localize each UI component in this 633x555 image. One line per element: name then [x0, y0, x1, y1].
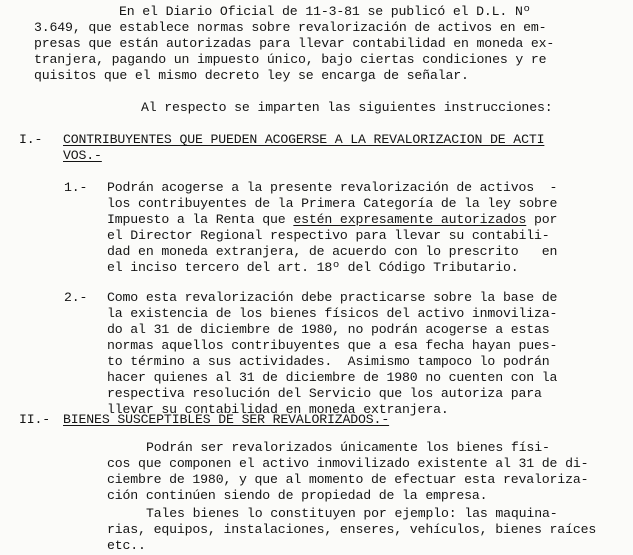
- section-2-number: II.-: [19, 412, 51, 427]
- section-2-para-1-line-3: ciembre de 1980, y que al momento de efectuar esta revaloriza-: [107, 472, 589, 487]
- intro-line-2: 3.649, que establece normas sobre revalorización de activos en em-: [34, 20, 547, 35]
- item-1-line-3-end: por: [526, 212, 558, 227]
- item-2-line-6: hacer quienes al 31 de diciembre de 1980 no cuenten con la: [107, 370, 558, 385]
- item-2-line-4: normas aquellos contribuyentes que a esa fecha hayan pues-: [107, 338, 558, 353]
- section-2-para-2-line-3: etc..: [107, 538, 146, 553]
- section-2-para-1-line-2: cos que componen el activo inmovilizado existente al 31 de di-: [107, 456, 589, 471]
- intro-line-5: quisitos que el mismo decreto ley se encarga de señalar.: [34, 68, 469, 83]
- item-2-line-7: respectiva resolución del Servicio que los autoriza para: [107, 386, 542, 401]
- item-1-line-2: los contribuyentes de la Primera Categoría de la ley sobre: [107, 196, 558, 211]
- item-1-underlined-phrase: estén expresamente autorizados: [293, 212, 527, 227]
- intro-line-1: En el Diario Oficial de 11-3-81 se publicó el D.L. Nº: [119, 4, 531, 19]
- section-1-number: I.-: [19, 132, 43, 147]
- item-1-number: 1.-: [64, 180, 88, 195]
- item-2-line-3: do al 31 de diciembre de 1980, no podrán acogerse a estas: [107, 322, 550, 337]
- section-2-para-2-line-2: rias, equipos, instalaciones, enseres, vehículos, bienes raíces: [107, 522, 597, 537]
- section-1-title-line-2: VOS.-: [63, 148, 102, 163]
- item-2-line-1: Como esta revalorización debe practicarse sobre la base de: [107, 290, 558, 305]
- section-2-para-1-line-4: ción continúen siendo de propiedad de la empresa.: [107, 488, 488, 503]
- section-2-para-2-line-1: Tales bienes lo constituyen por ejemplo: las maquina-: [146, 506, 558, 521]
- section-2-title: BIENES SUSCEPTIBLES DE SER REVALORIZADOS.-: [63, 412, 390, 427]
- section-1-title-line-1: CONTRIBUYENTES QUE PUEDEN ACOGERSE A LA REVALORIZACION DE ACTI: [63, 132, 545, 147]
- item-1-line-6: el inciso tercero del art. 18º del Código Tributario.: [107, 260, 519, 275]
- item-1-line-3-start: Impuesto a la Renta que: [107, 212, 294, 227]
- item-1-line-5: dad en moneda extranjera, de acuerdo con lo prescrito en: [107, 244, 558, 259]
- item-2-line-5: to término a sus actividades. Asimismo tampoco lo podrán: [107, 354, 550, 369]
- section-2-para-1-line-1: Podrán ser revalorizados únicamente los bienes físi-: [146, 440, 550, 455]
- item-1-line-1: Podrán acogerse a la presente revalorización de activos -: [107, 180, 558, 195]
- intro-line-3: presas que están autorizadas para llevar contabilidad en moneda ex-: [34, 36, 555, 51]
- item-2-number: 2.-: [64, 290, 88, 305]
- item-2-line-2: la existencia de los bienes físicos del activo inmoviliza-: [107, 306, 558, 321]
- item-1-line-4: el Director Regional respectivo para llevar su contabili-: [107, 228, 550, 243]
- intro-line-4: tranjera, pagando un impuesto único, bajo ciertas condiciones y re: [34, 52, 547, 67]
- item-2-line-8: llevar su contabilidad en moneda extranjera.: [107, 402, 449, 417]
- item-1-line-3: [107, 212, 557, 228]
- instructions-line: Al respecto se imparten las siguientes instrucciones:: [141, 100, 553, 115]
